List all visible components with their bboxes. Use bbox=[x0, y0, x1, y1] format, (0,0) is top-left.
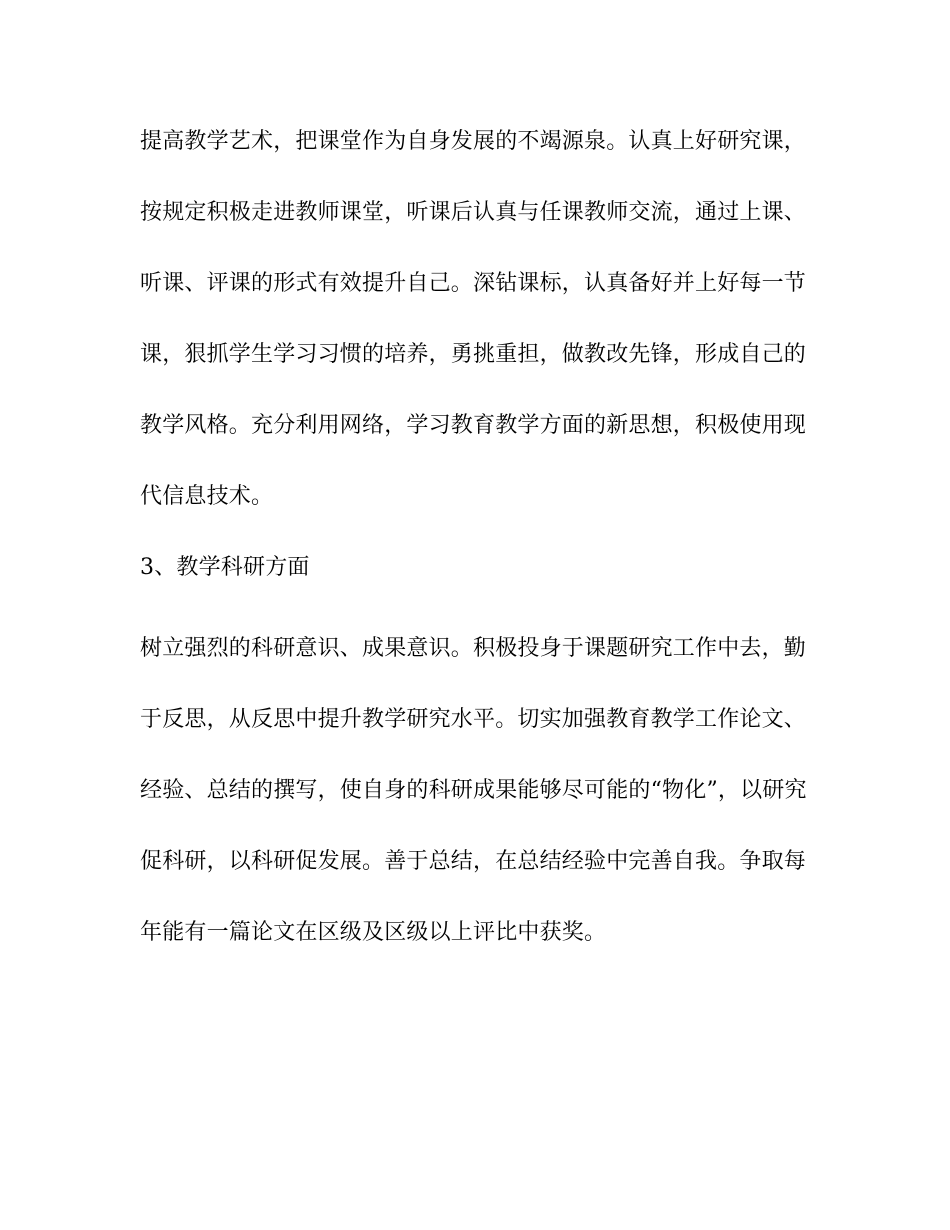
paragraph-line: 年能有一篇论文在区级及区级以上评比中获奖。 bbox=[140, 920, 607, 945]
paragraph-line: 代信息技术。 bbox=[140, 484, 274, 509]
paragraph-line: 按规定积极走进教师课堂，听课后认真与任课教师交流，通过上课、 bbox=[140, 200, 807, 225]
paragraph-line: 教学风格。充分利用网络，学习教育教学方面的新思想，积极使用现 bbox=[140, 413, 807, 438]
paragraph-line: 于反思，从反思中提升教学研究水平。切实加强教育教学工作论文、 bbox=[140, 707, 807, 732]
paragraph-line: 提高教学艺术，把课堂作为自身发展的不竭源泉。认真上好研究课， bbox=[140, 129, 807, 154]
paragraph-line: 树立强烈的科研意识、成果意识。积极投身于课题研究工作中去，勤 bbox=[140, 636, 807, 661]
paragraph-line: 听课、评课的形式有效提升自己。深钻课标，认真备好并上好每一节 bbox=[140, 271, 807, 296]
paragraph-line: 经验、总结的撰写，使自身的科研成果能够尽可能的“物化”，以研究 bbox=[140, 778, 807, 803]
section-heading: 3、教学科研方面 bbox=[140, 555, 310, 580]
paragraph-line: 课，狠抓学生学习习惯的培养，勇挑重担，做教改先锋，形成自己的 bbox=[140, 342, 807, 367]
paragraph-line: 促科研，以科研促发展。善于总结，在总结经验中完善自我。争取每 bbox=[140, 849, 807, 874]
